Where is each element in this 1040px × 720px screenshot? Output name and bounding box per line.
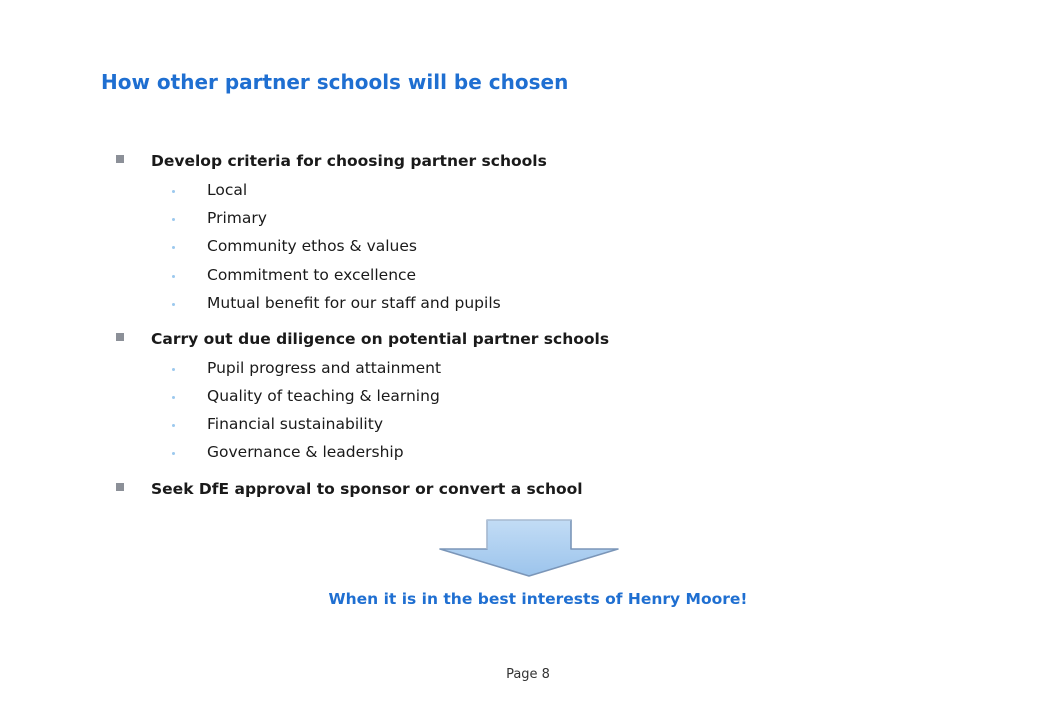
list-item: Community ethos & values <box>207 237 417 255</box>
list-item: Mutual benefit for our staff and pupils <box>207 294 501 312</box>
dot-bullet-icon <box>172 424 175 427</box>
dot-bullet-icon <box>172 368 175 371</box>
list-item: Quality of teaching & learning <box>207 387 440 405</box>
dot-bullet-icon <box>172 452 175 455</box>
section-heading: Carry out due diligence on potential partner schools <box>151 330 610 348</box>
conclusion-text: When it is in the best interests of Henry Moore! <box>328 590 748 608</box>
dot-bullet-icon <box>172 190 175 193</box>
list-item: Pupil progress and attainment <box>207 359 442 377</box>
list-item: Commitment to excellence <box>207 266 417 284</box>
list-item: Financial sustainability <box>207 415 383 433</box>
dot-bullet-icon <box>172 303 175 306</box>
page-number: Page 8 <box>506 667 550 682</box>
square-bullet-icon <box>116 155 124 163</box>
square-bullet-icon <box>116 333 124 341</box>
slide-title: How other partner schools will be chosen <box>101 70 569 94</box>
list-item: Primary <box>207 209 267 227</box>
list-item: Local <box>207 181 248 199</box>
section-heading: Develop criteria for choosing partner schools <box>151 152 547 170</box>
dot-bullet-icon <box>172 396 175 399</box>
list-item: Governance & leadership <box>207 443 404 461</box>
dot-bullet-icon <box>172 246 175 249</box>
section-heading: Seek DfE approval to sponsor or convert a school <box>151 480 583 498</box>
dot-bullet-icon <box>172 275 175 278</box>
square-bullet-icon <box>116 483 124 491</box>
down-arrow-icon <box>438 517 622 579</box>
dot-bullet-icon <box>172 218 175 221</box>
